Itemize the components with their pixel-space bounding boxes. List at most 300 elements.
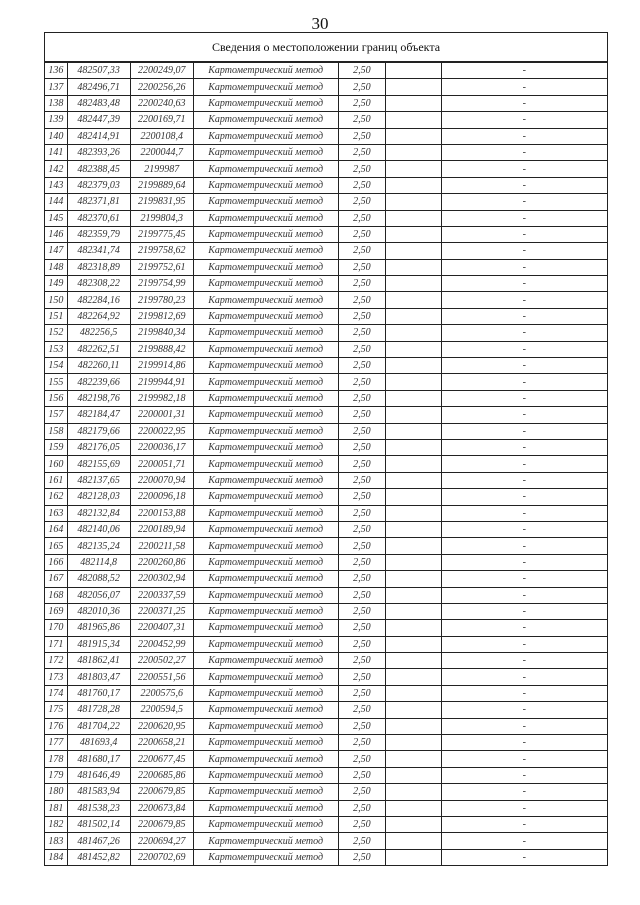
empty-cell <box>386 226 441 242</box>
table-row <box>45 653 607 669</box>
empty-cell <box>386 767 441 783</box>
empty-cell <box>386 325 441 341</box>
description-cell: - <box>441 407 607 423</box>
table-row <box>45 210 607 226</box>
precision-cell: 2,50 <box>338 112 386 128</box>
precision-cell: 2,50 <box>338 128 386 144</box>
point-number-cell: 139 <box>45 112 67 128</box>
point-number-cell: 163 <box>45 505 67 521</box>
y-coordinate-cell: 2200302,94 <box>130 571 193 587</box>
y-coordinate-cell: 2200022,95 <box>130 423 193 439</box>
description-cell: - <box>441 849 607 865</box>
precision-cell: 2,50 <box>338 669 386 685</box>
precision-cell: 2,50 <box>338 620 386 636</box>
empty-cell <box>386 407 441 423</box>
method-cell: Картометрический метод <box>193 767 338 783</box>
y-coordinate-cell: 2199754,99 <box>130 276 193 292</box>
y-coordinate-cell: 2200371,25 <box>130 603 193 619</box>
description-cell: - <box>441 390 607 406</box>
point-number-cell: 149 <box>45 276 67 292</box>
point-number-cell: 167 <box>45 571 67 587</box>
precision-cell: 2,50 <box>338 177 386 193</box>
method-cell: Картометрический метод <box>193 521 338 537</box>
table-row <box>45 112 607 128</box>
point-number-cell: 161 <box>45 472 67 488</box>
table-row <box>45 243 607 259</box>
point-number-cell: 174 <box>45 685 67 701</box>
y-coordinate-cell: 2200685,86 <box>130 767 193 783</box>
point-number-cell: 146 <box>45 226 67 242</box>
y-coordinate-cell: 2200036,17 <box>130 439 193 455</box>
table-row <box>45 407 607 423</box>
description-cell: - <box>441 554 607 570</box>
x-coordinate-cell: 482370,61 <box>67 210 130 226</box>
table-row <box>45 636 607 652</box>
description-cell: - <box>441 587 607 603</box>
method-cell: Картометрический метод <box>193 849 338 865</box>
description-cell: - <box>441 571 607 587</box>
y-coordinate-cell: 2200260,86 <box>130 554 193 570</box>
table-row <box>45 439 607 455</box>
table-row <box>45 685 607 701</box>
empty-cell <box>386 735 441 751</box>
point-number-cell: 168 <box>45 587 67 603</box>
description-cell: - <box>441 177 607 193</box>
description-cell: - <box>441 669 607 685</box>
empty-cell <box>386 685 441 701</box>
description-cell: - <box>441 505 607 521</box>
method-cell: Картометрический метод <box>193 603 338 619</box>
method-cell: Картометрический метод <box>193 95 338 111</box>
y-coordinate-cell: 2199987 <box>130 161 193 177</box>
method-cell: Картометрический метод <box>193 505 338 521</box>
method-cell: Картометрический метод <box>193 554 338 570</box>
y-coordinate-cell: 2200153,88 <box>130 505 193 521</box>
x-coordinate-cell: 482496,71 <box>67 79 130 95</box>
empty-cell <box>386 489 441 505</box>
description-cell: - <box>441 472 607 488</box>
x-coordinate-cell: 482128,03 <box>67 489 130 505</box>
point-number-cell: 166 <box>45 554 67 570</box>
x-coordinate-cell: 481502,14 <box>67 816 130 832</box>
table-row <box>45 79 607 95</box>
description-cell: - <box>441 423 607 439</box>
point-number-cell: 178 <box>45 751 67 767</box>
y-coordinate-cell: 2200658,21 <box>130 735 193 751</box>
description-cell: - <box>441 243 607 259</box>
empty-cell <box>386 276 441 292</box>
x-coordinate-cell: 482264,92 <box>67 308 130 324</box>
method-cell: Картометрический метод <box>193 636 338 652</box>
y-coordinate-cell: 2199758,62 <box>130 243 193 259</box>
description-cell: - <box>441 456 607 472</box>
table-row <box>45 718 607 734</box>
point-number-cell: 152 <box>45 325 67 341</box>
y-coordinate-cell: 2199944,91 <box>130 374 193 390</box>
x-coordinate-cell: 482262,51 <box>67 341 130 357</box>
empty-cell <box>386 63 441 79</box>
y-coordinate-cell: 2200240,63 <box>130 95 193 111</box>
description-cell: - <box>441 144 607 160</box>
x-coordinate-cell: 482179,66 <box>67 423 130 439</box>
method-cell: Картометрический метод <box>193 325 338 341</box>
y-coordinate-cell: 2200694,27 <box>130 833 193 849</box>
precision-cell: 2,50 <box>338 210 386 226</box>
description-cell: - <box>441 128 607 144</box>
precision-cell: 2,50 <box>338 653 386 669</box>
y-coordinate-cell: 2200070,94 <box>130 472 193 488</box>
method-cell: Картометрический метод <box>193 653 338 669</box>
x-coordinate-cell: 482308,22 <box>67 276 130 292</box>
point-number-cell: 136 <box>45 63 67 79</box>
empty-cell <box>386 358 441 374</box>
empty-cell <box>386 210 441 226</box>
precision-cell: 2,50 <box>338 194 386 210</box>
x-coordinate-cell: 481467,26 <box>67 833 130 849</box>
point-number-cell: 137 <box>45 79 67 95</box>
table-row <box>45 177 607 193</box>
point-number-cell: 145 <box>45 210 67 226</box>
empty-cell <box>386 390 441 406</box>
y-coordinate-cell: 2200189,94 <box>130 521 193 537</box>
y-coordinate-cell: 2200169,71 <box>130 112 193 128</box>
method-cell: Картометрический метод <box>193 800 338 816</box>
method-cell: Картометрический метод <box>193 276 338 292</box>
table-row <box>45 833 607 849</box>
y-coordinate-cell: 2200256,26 <box>130 79 193 95</box>
y-coordinate-cell: 2200407,31 <box>130 620 193 636</box>
method-cell: Картометрический метод <box>193 161 338 177</box>
x-coordinate-cell: 482447,39 <box>67 112 130 128</box>
table-row <box>45 571 607 587</box>
point-number-cell: 173 <box>45 669 67 685</box>
point-number-cell: 150 <box>45 292 67 308</box>
table-row <box>45 521 607 537</box>
precision-cell: 2,50 <box>338 800 386 816</box>
x-coordinate-cell: 481693,4 <box>67 735 130 751</box>
table-row <box>45 751 607 767</box>
table-row <box>45 538 607 554</box>
table-row <box>45 456 607 472</box>
precision-cell: 2,50 <box>338 63 386 79</box>
point-number-cell: 157 <box>45 407 67 423</box>
precision-cell: 2,50 <box>338 95 386 111</box>
empty-cell <box>386 669 441 685</box>
precision-cell: 2,50 <box>338 472 386 488</box>
x-coordinate-cell: 481915,34 <box>67 636 130 652</box>
x-coordinate-cell: 481728,28 <box>67 702 130 718</box>
x-coordinate-cell: 481760,17 <box>67 685 130 701</box>
precision-cell: 2,50 <box>338 505 386 521</box>
table-row <box>45 735 607 751</box>
precision-cell: 2,50 <box>338 571 386 587</box>
table-row <box>45 374 607 390</box>
table-row <box>45 95 607 111</box>
method-cell: Картометрический метод <box>193 358 338 374</box>
precision-cell: 2,50 <box>338 439 386 455</box>
empty-cell <box>386 308 441 324</box>
method-cell: Картометрический метод <box>193 308 338 324</box>
empty-cell <box>386 554 441 570</box>
x-coordinate-cell: 482176,05 <box>67 439 130 455</box>
precision-cell: 2,50 <box>338 735 386 751</box>
precision-cell: 2,50 <box>338 226 386 242</box>
x-coordinate-cell: 481583,94 <box>67 784 130 800</box>
empty-cell <box>386 374 441 390</box>
empty-cell <box>386 587 441 603</box>
empty-cell <box>386 849 441 865</box>
empty-cell <box>386 751 441 767</box>
point-number-cell: 153 <box>45 341 67 357</box>
table-row <box>45 472 607 488</box>
x-coordinate-cell: 482198,76 <box>67 390 130 406</box>
y-coordinate-cell: 2199780,23 <box>130 292 193 308</box>
precision-cell: 2,50 <box>338 751 386 767</box>
precision-cell: 2,50 <box>338 243 386 259</box>
description-cell: - <box>441 620 607 636</box>
description-cell: - <box>441 489 607 505</box>
empty-cell <box>386 194 441 210</box>
description-cell: - <box>441 636 607 652</box>
description-cell: - <box>441 358 607 374</box>
y-coordinate-cell: 2200677,45 <box>130 751 193 767</box>
precision-cell: 2,50 <box>338 816 386 832</box>
precision-cell: 2,50 <box>338 636 386 652</box>
description-cell: - <box>441 341 607 357</box>
empty-cell <box>386 718 441 734</box>
table-row <box>45 128 607 144</box>
y-coordinate-cell: 2200679,85 <box>130 816 193 832</box>
table-row <box>45 292 607 308</box>
x-coordinate-cell: 481803,47 <box>67 669 130 685</box>
empty-cell <box>386 243 441 259</box>
precision-cell: 2,50 <box>338 685 386 701</box>
precision-cell: 2,50 <box>338 587 386 603</box>
y-coordinate-cell: 2200051,71 <box>130 456 193 472</box>
method-cell: Картометрический метод <box>193 751 338 767</box>
x-coordinate-cell: 481862,41 <box>67 653 130 669</box>
table-row <box>45 63 607 79</box>
y-coordinate-cell: 2200551,56 <box>130 669 193 685</box>
table-row <box>45 603 607 619</box>
point-number-cell: 142 <box>45 161 67 177</box>
empty-cell <box>386 456 441 472</box>
method-cell: Картометрический метод <box>193 423 338 439</box>
empty-cell <box>386 341 441 357</box>
point-number-cell: 162 <box>45 489 67 505</box>
table-row <box>45 505 607 521</box>
table-row <box>45 669 607 685</box>
method-cell: Картометрический метод <box>193 784 338 800</box>
precision-cell: 2,50 <box>338 292 386 308</box>
description-cell: - <box>441 735 607 751</box>
y-coordinate-cell: 2200452,99 <box>130 636 193 652</box>
description-cell: - <box>441 308 607 324</box>
empty-cell <box>386 439 441 455</box>
description-cell: - <box>441 292 607 308</box>
precision-cell: 2,50 <box>338 407 386 423</box>
table-row <box>45 620 607 636</box>
description-cell: - <box>441 702 607 718</box>
empty-cell <box>386 653 441 669</box>
page-number: 30 <box>311 14 329 33</box>
method-cell: Картометрический метод <box>193 702 338 718</box>
boundary-points-table <box>45 62 607 865</box>
point-number-cell: 172 <box>45 653 67 669</box>
method-cell: Картометрический метод <box>193 259 338 275</box>
description-cell: - <box>441 161 607 177</box>
table-row <box>45 587 607 603</box>
method-cell: Картометрический метод <box>193 489 338 505</box>
y-coordinate-cell: 2200044,7 <box>130 144 193 160</box>
x-coordinate-cell: 482318,89 <box>67 259 130 275</box>
description-cell: - <box>441 800 607 816</box>
empty-cell <box>386 161 441 177</box>
precision-cell: 2,50 <box>338 521 386 537</box>
empty-cell <box>386 800 441 816</box>
x-coordinate-cell: 481646,49 <box>67 767 130 783</box>
boundary-table-frame <box>44 32 608 866</box>
x-coordinate-cell: 482239,66 <box>67 374 130 390</box>
x-coordinate-cell: 482010,36 <box>67 603 130 619</box>
point-number-cell: 144 <box>45 194 67 210</box>
point-number-cell: 164 <box>45 521 67 537</box>
description-cell: - <box>441 112 607 128</box>
precision-cell: 2,50 <box>338 456 386 472</box>
point-number-cell: 179 <box>45 767 67 783</box>
empty-cell <box>386 636 441 652</box>
point-number-cell: 171 <box>45 636 67 652</box>
y-coordinate-cell: 2199804,3 <box>130 210 193 226</box>
method-cell: Картометрический метод <box>193 210 338 226</box>
point-number-cell: 147 <box>45 243 67 259</box>
point-number-cell: 143 <box>45 177 67 193</box>
table-row <box>45 259 607 275</box>
point-number-cell: 158 <box>45 423 67 439</box>
method-cell: Картометрический метод <box>193 571 338 587</box>
point-number-cell: 182 <box>45 816 67 832</box>
empty-cell <box>386 292 441 308</box>
point-number-cell: 165 <box>45 538 67 554</box>
y-coordinate-cell: 2200096,18 <box>130 489 193 505</box>
method-cell: Картометрический метод <box>193 112 338 128</box>
empty-cell <box>386 128 441 144</box>
y-coordinate-cell: 2200211,58 <box>130 538 193 554</box>
method-cell: Картометрический метод <box>193 144 338 160</box>
precision-cell: 2,50 <box>338 144 386 160</box>
precision-cell: 2,50 <box>338 276 386 292</box>
point-number-cell: 156 <box>45 390 67 406</box>
x-coordinate-cell: 482379,03 <box>67 177 130 193</box>
x-coordinate-cell: 482256,5 <box>67 325 130 341</box>
x-coordinate-cell: 482284,16 <box>67 292 130 308</box>
description-cell: - <box>441 751 607 767</box>
empty-cell <box>386 620 441 636</box>
description-cell: - <box>441 816 607 832</box>
description-cell: - <box>441 767 607 783</box>
x-coordinate-cell: 481538,23 <box>67 800 130 816</box>
x-coordinate-cell: 482388,45 <box>67 161 130 177</box>
y-coordinate-cell: 2199914,86 <box>130 358 193 374</box>
precision-cell: 2,50 <box>338 784 386 800</box>
precision-cell: 2,50 <box>338 554 386 570</box>
precision-cell: 2,50 <box>338 341 386 357</box>
y-coordinate-cell: 2200108,4 <box>130 128 193 144</box>
y-coordinate-cell: 2200575,6 <box>130 685 193 701</box>
method-cell: Картометрический метод <box>193 128 338 144</box>
precision-cell: 2,50 <box>338 702 386 718</box>
point-number-cell: 169 <box>45 603 67 619</box>
method-cell: Картометрический метод <box>193 685 338 701</box>
y-coordinate-cell: 2199752,61 <box>130 259 193 275</box>
y-coordinate-cell: 2199812,69 <box>130 308 193 324</box>
table-row <box>45 276 607 292</box>
precision-cell: 2,50 <box>338 423 386 439</box>
y-coordinate-cell: 2199888,42 <box>130 341 193 357</box>
empty-cell <box>386 571 441 587</box>
y-coordinate-cell: 2200001,31 <box>130 407 193 423</box>
x-coordinate-cell: 481704,22 <box>67 718 130 734</box>
method-cell: Картометрический метод <box>193 472 338 488</box>
table-row <box>45 554 607 570</box>
method-cell: Картометрический метод <box>193 226 338 242</box>
precision-cell: 2,50 <box>338 718 386 734</box>
table-row <box>45 816 607 832</box>
description-cell: - <box>441 833 607 849</box>
method-cell: Картометрический метод <box>193 194 338 210</box>
empty-cell <box>386 505 441 521</box>
table-row <box>45 784 607 800</box>
x-coordinate-cell: 482140,06 <box>67 521 130 537</box>
y-coordinate-cell: 2200679,85 <box>130 784 193 800</box>
precision-cell: 2,50 <box>338 390 386 406</box>
point-number-cell: 180 <box>45 784 67 800</box>
method-cell: Картометрический метод <box>193 538 338 554</box>
x-coordinate-cell: 482155,69 <box>67 456 130 472</box>
x-coordinate-cell: 482341,74 <box>67 243 130 259</box>
method-cell: Картометрический метод <box>193 620 338 636</box>
point-number-cell: 183 <box>45 833 67 849</box>
point-number-cell: 175 <box>45 702 67 718</box>
empty-cell <box>386 112 441 128</box>
method-cell: Картометрический метод <box>193 79 338 95</box>
table-row <box>45 226 607 242</box>
table-row <box>45 702 607 718</box>
method-cell: Картометрический метод <box>193 407 338 423</box>
empty-cell <box>386 702 441 718</box>
y-coordinate-cell: 2199831,95 <box>130 194 193 210</box>
description-cell: - <box>441 784 607 800</box>
description-cell: - <box>441 95 607 111</box>
x-coordinate-cell: 482184,47 <box>67 407 130 423</box>
precision-cell: 2,50 <box>338 767 386 783</box>
table-row <box>45 849 607 865</box>
table-row <box>45 489 607 505</box>
description-cell: - <box>441 521 607 537</box>
empty-cell <box>386 177 441 193</box>
x-coordinate-cell: 481452,82 <box>67 849 130 865</box>
point-number-cell: 160 <box>45 456 67 472</box>
x-coordinate-cell: 482137,65 <box>67 472 130 488</box>
precision-cell: 2,50 <box>338 374 386 390</box>
description-cell: - <box>441 374 607 390</box>
method-cell: Картометрический метод <box>193 177 338 193</box>
table-row <box>45 144 607 160</box>
method-cell: Картометрический метод <box>193 456 338 472</box>
method-cell: Картометрический метод <box>193 587 338 603</box>
precision-cell: 2,50 <box>338 603 386 619</box>
method-cell: Картометрический метод <box>193 735 338 751</box>
